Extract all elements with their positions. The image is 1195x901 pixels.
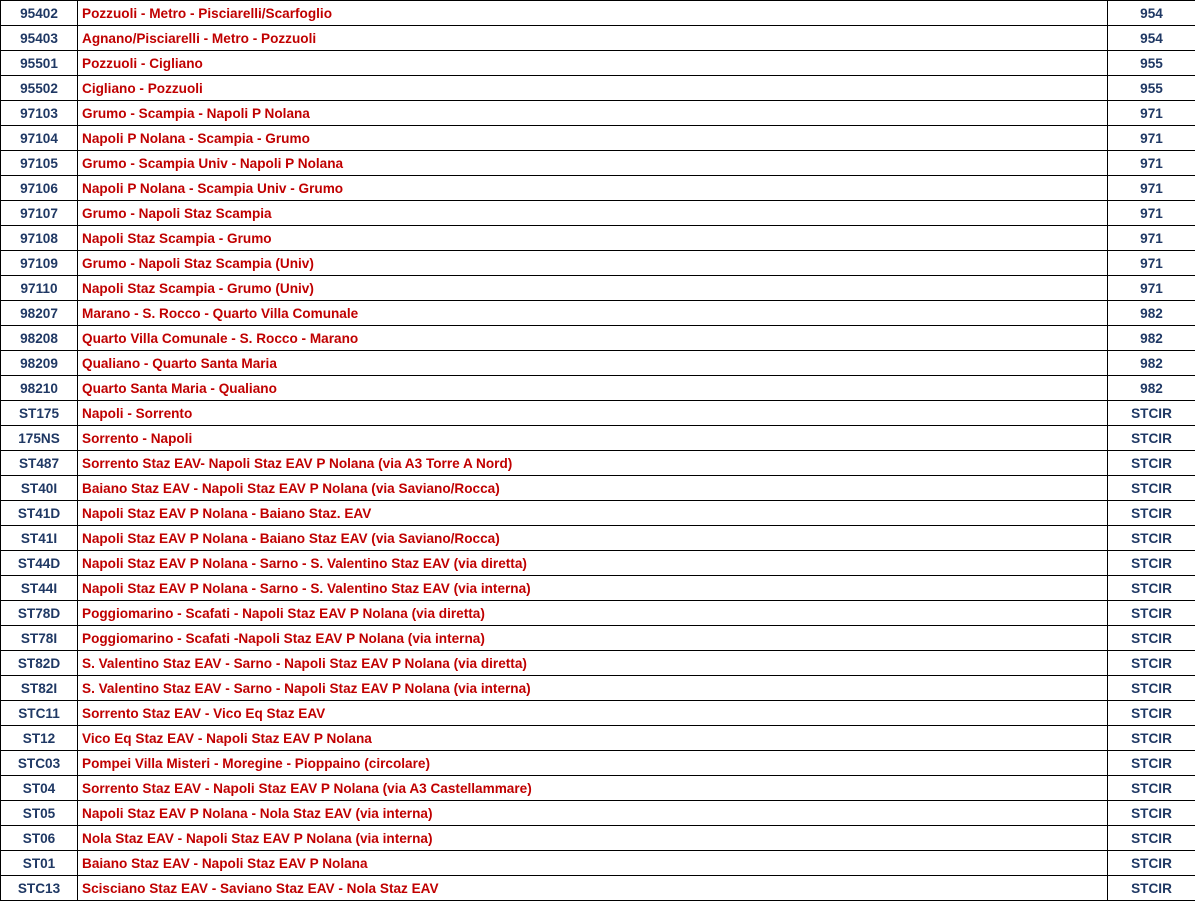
route-line-cell[interactable]: STCIR bbox=[1108, 876, 1195, 901]
route-code-cell[interactable]: 98208 bbox=[1, 326, 78, 351]
route-description-cell[interactable]: Grumo - Napoli Staz Scampia (Univ) bbox=[78, 251, 1108, 276]
route-line-cell[interactable]: 982 bbox=[1108, 326, 1195, 351]
route-code-cell[interactable]: ST40I bbox=[1, 476, 78, 501]
route-line-cell[interactable]: STCIR bbox=[1108, 851, 1195, 876]
route-description-cell[interactable]: Grumo - Napoli Staz Scampia bbox=[78, 201, 1108, 226]
route-code-cell[interactable]: 98209 bbox=[1, 351, 78, 376]
routes-table-body bbox=[1, 1, 1195, 901]
route-description-cell[interactable]: Pozzuoli - Cigliano bbox=[78, 51, 1108, 76]
route-code-cell[interactable]: 97107 bbox=[1, 201, 78, 226]
route-description-cell[interactable]: Napoli Staz EAV P Nolana - Sarno - S. Valentino Staz EAV (via diretta) bbox=[78, 551, 1108, 576]
route-code-cell[interactable]: 97106 bbox=[1, 176, 78, 201]
table-row bbox=[1, 376, 1195, 401]
route-line-cell[interactable]: STCIR bbox=[1108, 601, 1195, 626]
route-line-cell[interactable]: STCIR bbox=[1108, 801, 1195, 826]
route-description-cell[interactable]: Pozzuoli - Metro - Pisciarelli/Scarfoglio bbox=[78, 1, 1108, 26]
route-code-cell[interactable]: ST175 bbox=[1, 401, 78, 426]
route-description-cell[interactable]: Napoli P Nolana - Scampia Univ - Grumo bbox=[78, 176, 1108, 201]
route-line-cell[interactable]: STCIR bbox=[1108, 526, 1195, 551]
route-code-cell[interactable]: ST82I bbox=[1, 676, 78, 701]
route-description-cell[interactable]: Napoli Staz EAV P Nolana - Nola Staz EAV (via interna) bbox=[78, 801, 1108, 826]
route-code-cell[interactable]: 97104 bbox=[1, 126, 78, 151]
route-description-cell[interactable]: Agnano/Pisciarelli - Metro - Pozzuoli bbox=[78, 26, 1108, 51]
table-row bbox=[1, 276, 1195, 301]
table-row bbox=[1, 826, 1195, 851]
route-description-cell[interactable]: Scisciano Staz EAV - Saviano Staz EAV - Nola Staz EAV bbox=[78, 876, 1108, 901]
route-description-cell[interactable]: Sorrento Staz EAV - Napoli Staz EAV P Nolana (via A3 Castellammare) bbox=[78, 776, 1108, 801]
table-row bbox=[1, 251, 1195, 276]
route-line-cell[interactable]: 971 bbox=[1108, 101, 1195, 126]
route-line-cell[interactable]: 954 bbox=[1108, 26, 1195, 51]
route-code-cell[interactable]: ST44D bbox=[1, 551, 78, 576]
route-code-cell[interactable]: ST44I bbox=[1, 576, 78, 601]
table-row bbox=[1, 601, 1195, 626]
route-line-cell[interactable]: STCIR bbox=[1108, 826, 1195, 851]
route-line-cell[interactable]: 971 bbox=[1108, 276, 1195, 301]
table-row bbox=[1, 676, 1195, 701]
table-row bbox=[1, 126, 1195, 151]
table-row bbox=[1, 576, 1195, 601]
route-description-cell[interactable]: Napoli Staz EAV P Nolana - Baiano Staz EAV (via Saviano/Rocca) bbox=[78, 526, 1108, 551]
table-row bbox=[1, 26, 1195, 51]
route-line-cell[interactable]: 982 bbox=[1108, 376, 1195, 401]
route-code-cell[interactable]: ST04 bbox=[1, 776, 78, 801]
route-line-cell[interactable]: STCIR bbox=[1108, 626, 1195, 651]
table-row bbox=[1, 801, 1195, 826]
route-code-cell[interactable]: 97103 bbox=[1, 101, 78, 126]
route-line-cell[interactable]: STCIR bbox=[1108, 401, 1195, 426]
route-line-cell[interactable]: STCIR bbox=[1108, 651, 1195, 676]
table-row bbox=[1, 101, 1195, 126]
route-description-cell[interactable]: Sorrento Staz EAV - Vico Eq Staz EAV bbox=[78, 701, 1108, 726]
route-description-cell[interactable]: Napoli - Sorrento bbox=[78, 401, 1108, 426]
table-row bbox=[1, 301, 1195, 326]
route-line-cell[interactable]: STCIR bbox=[1108, 476, 1195, 501]
route-line-cell[interactable]: STCIR bbox=[1108, 726, 1195, 751]
route-line-cell[interactable]: 955 bbox=[1108, 51, 1195, 76]
table-row bbox=[1, 201, 1195, 226]
table-row bbox=[1, 151, 1195, 176]
route-code-cell[interactable]: ST78D bbox=[1, 601, 78, 626]
route-line-cell[interactable]: 971 bbox=[1108, 226, 1195, 251]
route-description-cell[interactable]: Grumo - Scampia Univ - Napoli P Nolana bbox=[78, 151, 1108, 176]
route-code-cell[interactable]: 95403 bbox=[1, 26, 78, 51]
route-line-cell[interactable]: 982 bbox=[1108, 351, 1195, 376]
route-description-cell[interactable]: Nola Staz EAV - Napoli Staz EAV P Nolana (via interna) bbox=[78, 826, 1108, 851]
route-description-cell[interactable]: Marano - S. Rocco - Quarto Villa Comunale bbox=[78, 301, 1108, 326]
route-code-cell[interactable]: STC03 bbox=[1, 751, 78, 776]
table-row bbox=[1, 626, 1195, 651]
route-code-cell[interactable]: ST41I bbox=[1, 526, 78, 551]
route-code-cell[interactable]: ST05 bbox=[1, 801, 78, 826]
route-line-cell[interactable]: STCIR bbox=[1108, 676, 1195, 701]
route-code-cell[interactable]: 97108 bbox=[1, 226, 78, 251]
table-row bbox=[1, 426, 1195, 451]
table-row bbox=[1, 551, 1195, 576]
route-line-cell[interactable]: 955 bbox=[1108, 76, 1195, 101]
route-description-cell[interactable]: Pompei Villa Misteri - Moregine - Pioppaino (circolare) bbox=[78, 751, 1108, 776]
route-code-cell[interactable]: 95501 bbox=[1, 51, 78, 76]
route-description-cell[interactable]: S. Valentino Staz EAV - Sarno - Napoli Staz EAV P Nolana (via diretta) bbox=[78, 651, 1108, 676]
table-row bbox=[1, 401, 1195, 426]
table-row bbox=[1, 176, 1195, 201]
route-description-cell[interactable]: Napoli Staz Scampia - Grumo (Univ) bbox=[78, 276, 1108, 301]
route-code-cell[interactable]: ST41D bbox=[1, 501, 78, 526]
route-description-cell[interactable]: Napoli Staz EAV P Nolana - Sarno - S. Valentino Staz EAV (via interna) bbox=[78, 576, 1108, 601]
route-code-cell[interactable]: ST82D bbox=[1, 651, 78, 676]
route-description-cell[interactable]: S. Valentino Staz EAV - Sarno - Napoli Staz EAV P Nolana (via interna) bbox=[78, 676, 1108, 701]
route-line-cell[interactable]: STCIR bbox=[1108, 501, 1195, 526]
route-line-cell[interactable]: 954 bbox=[1108, 1, 1195, 26]
route-description-cell[interactable]: Baiano Staz EAV - Napoli Staz EAV P Nolana (via Saviano/Rocca) bbox=[78, 476, 1108, 501]
route-description-cell[interactable]: Poggiomarino - Scafati -Napoli Staz EAV P Nolana (via interna) bbox=[78, 626, 1108, 651]
table-row bbox=[1, 476, 1195, 501]
table-row bbox=[1, 326, 1195, 351]
table-row bbox=[1, 1, 1195, 26]
route-description-cell[interactable]: Sorrento - Napoli bbox=[78, 426, 1108, 451]
route-code-cell[interactable]: ST487 bbox=[1, 451, 78, 476]
route-description-cell[interactable]: Napoli P Nolana - Scampia - Grumo bbox=[78, 126, 1108, 151]
route-code-cell[interactable]: 98210 bbox=[1, 376, 78, 401]
route-line-cell[interactable]: 971 bbox=[1108, 201, 1195, 226]
route-line-cell[interactable]: STCIR bbox=[1108, 551, 1195, 576]
route-description-cell[interactable]: Napoli Staz EAV P Nolana - Baiano Staz. EAV bbox=[78, 501, 1108, 526]
route-code-cell[interactable]: ST12 bbox=[1, 726, 78, 751]
route-line-cell[interactable]: 982 bbox=[1108, 301, 1195, 326]
route-code-cell[interactable]: 98207 bbox=[1, 301, 78, 326]
route-line-cell[interactable]: STCIR bbox=[1108, 776, 1195, 801]
route-line-cell[interactable]: 971 bbox=[1108, 151, 1195, 176]
route-code-cell[interactable]: 175NS bbox=[1, 426, 78, 451]
route-line-cell[interactable]: STCIR bbox=[1108, 701, 1195, 726]
route-code-cell[interactable]: ST78I bbox=[1, 626, 78, 651]
route-code-cell[interactable]: 97110 bbox=[1, 276, 78, 301]
route-code-cell[interactable]: 95402 bbox=[1, 1, 78, 26]
table-row bbox=[1, 51, 1195, 76]
route-line-cell[interactable]: STCIR bbox=[1108, 576, 1195, 601]
route-code-cell[interactable]: ST01 bbox=[1, 851, 78, 876]
route-line-cell[interactable]: STCIR bbox=[1108, 451, 1195, 476]
route-description-cell[interactable]: Quarto Santa Maria - Qualiano bbox=[78, 376, 1108, 401]
table-row bbox=[1, 526, 1195, 551]
route-line-cell[interactable]: STCIR bbox=[1108, 426, 1195, 451]
table-row bbox=[1, 701, 1195, 726]
table-row bbox=[1, 501, 1195, 526]
route-line-cell[interactable]: 971 bbox=[1108, 176, 1195, 201]
table-row bbox=[1, 76, 1195, 101]
table-row bbox=[1, 726, 1195, 751]
route-code-cell[interactable]: STC13 bbox=[1, 876, 78, 901]
route-description-cell[interactable]: Napoli Staz Scampia - Grumo bbox=[78, 226, 1108, 251]
route-code-cell[interactable]: 97109 bbox=[1, 251, 78, 276]
route-code-cell[interactable]: ST06 bbox=[1, 826, 78, 851]
route-line-cell[interactable]: STCIR bbox=[1108, 751, 1195, 776]
route-description-cell[interactable]: Vico Eq Staz EAV - Napoli Staz EAV P Nolana bbox=[78, 726, 1108, 751]
table-row bbox=[1, 776, 1195, 801]
table-row bbox=[1, 651, 1195, 676]
route-description-cell[interactable]: Grumo - Scampia - Napoli P Nolana bbox=[78, 101, 1108, 126]
table-row bbox=[1, 451, 1195, 476]
route-code-cell[interactable]: 97105 bbox=[1, 151, 78, 176]
route-description-cell[interactable]: Baiano Staz EAV - Napoli Staz EAV P Nolana bbox=[78, 851, 1108, 876]
route-line-cell[interactable]: 971 bbox=[1108, 251, 1195, 276]
table-row bbox=[1, 351, 1195, 376]
route-code-cell[interactable]: 95502 bbox=[1, 76, 78, 101]
route-description-cell[interactable]: Poggiomarino - Scafati - Napoli Staz EAV P Nolana (via diretta) bbox=[78, 601, 1108, 626]
route-description-cell[interactable]: Cigliano - Pozzuoli bbox=[78, 76, 1108, 101]
route-description-cell[interactable]: Sorrento Staz EAV- Napoli Staz EAV P Nolana (via A3 Torre A Nord) bbox=[78, 451, 1108, 476]
table-row bbox=[1, 226, 1195, 251]
route-description-cell[interactable]: Quarto Villa Comunale - S. Rocco - Marano bbox=[78, 326, 1108, 351]
table-row bbox=[1, 851, 1195, 876]
route-line-cell[interactable]: 971 bbox=[1108, 126, 1195, 151]
route-code-cell[interactable]: STC11 bbox=[1, 701, 78, 726]
route-description-cell[interactable]: Qualiano - Quarto Santa Maria bbox=[78, 351, 1108, 376]
table-row bbox=[1, 751, 1195, 776]
